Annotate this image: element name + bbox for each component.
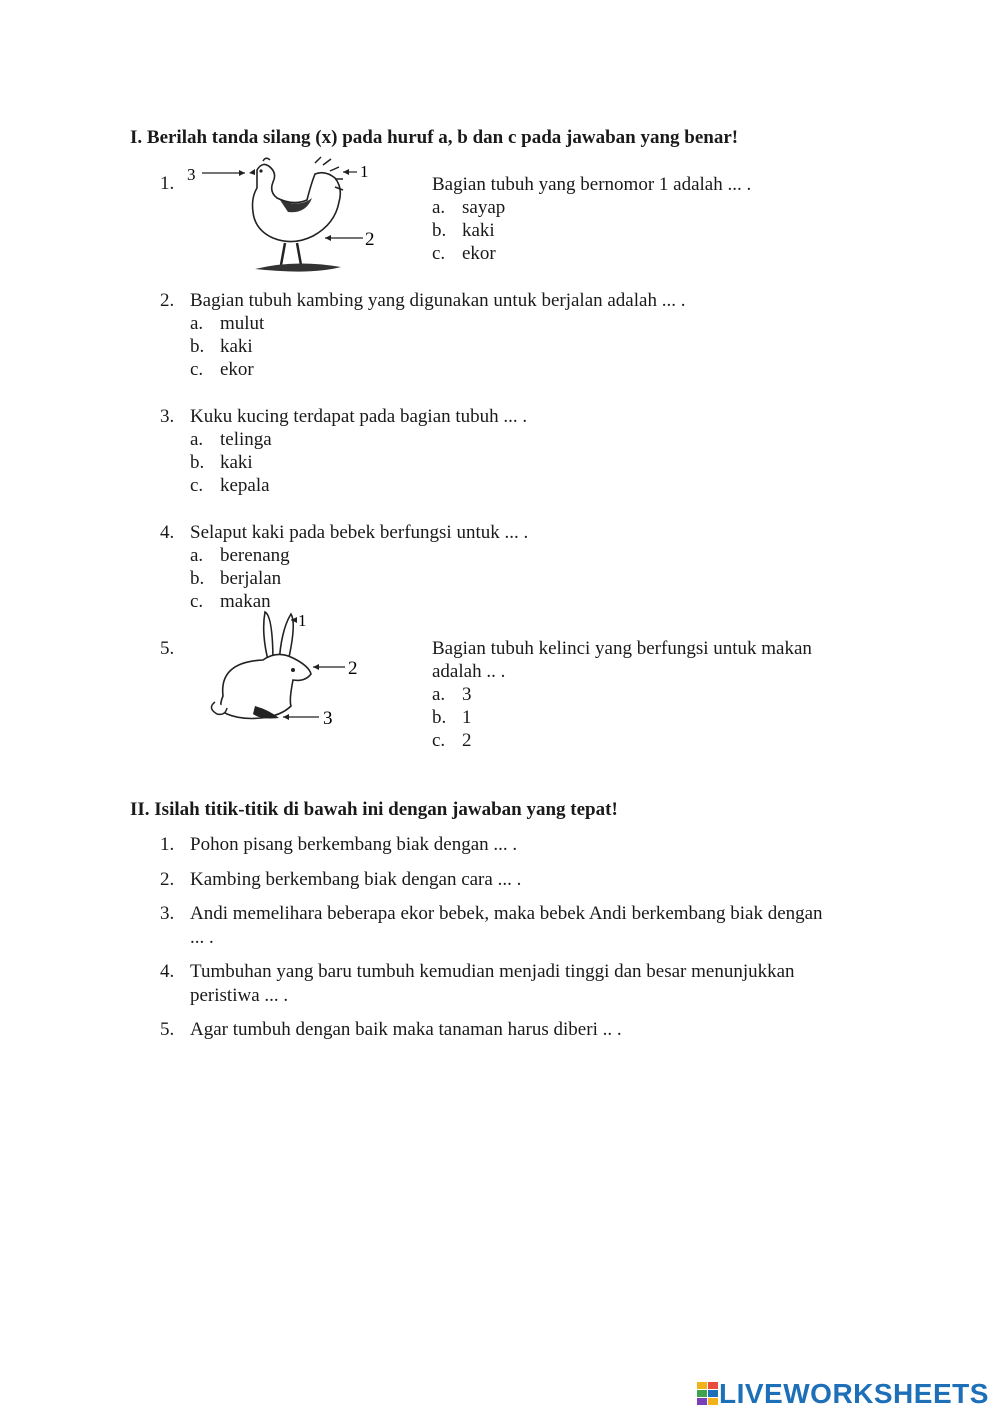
option-letter: a. (190, 429, 204, 450)
option-letter: c. (432, 730, 446, 751)
fill-item-3-text: Andi memelihara beberapa ekor bebek, maka bebek Andi berkembang biak dengan (190, 903, 823, 924)
option-letter: b. (190, 568, 205, 589)
q4-option-b[interactable] (190, 567, 281, 590)
option-letter: c. (190, 591, 204, 612)
q1-question: Bagian tubuh yang bernomor 1 adalah ... . (432, 174, 752, 195)
rabbit-illustration (195, 606, 375, 731)
option-text: makan (220, 591, 271, 612)
q1-label-2: 2 (365, 229, 375, 250)
option-text: mulut (220, 313, 265, 334)
logo-text: LIVEWORKSHEETS (719, 1378, 989, 1409)
option-letter: b. (432, 707, 447, 728)
fill-item-3-number: 3. (160, 903, 175, 924)
option-letter: c. (190, 475, 204, 496)
section-2-title: II. Isilah titik-titik di bawah ini dengan jawaban yang tepat! (130, 799, 618, 820)
option-letter: a. (190, 545, 204, 566)
q3-option-b[interactable] (190, 451, 253, 474)
fill-item-4-text-cont[interactable]: peristiwa ... . (190, 985, 289, 1006)
option-text: sayap (462, 197, 506, 218)
liveworksheets-logo (697, 1377, 989, 1411)
option-text: kaki (220, 452, 253, 473)
option-letter: a. (432, 197, 446, 218)
option-text: kaki (220, 336, 253, 357)
q1-option-b[interactable] (432, 219, 495, 242)
option-text: kepala (220, 475, 270, 496)
q4-option-a[interactable] (190, 544, 290, 567)
q4-question: Selaput kaki pada bebek berfungsi untuk ... . (190, 522, 529, 543)
fill-item-2-text[interactable]: Kambing berkembang biak dengan cara ... . (190, 869, 522, 890)
q5-option-a[interactable] (432, 683, 472, 706)
q3-option-c[interactable] (190, 474, 270, 497)
q2-option-b[interactable] (190, 335, 253, 358)
fill-item-5-number: 5. (160, 1019, 175, 1040)
option-text: ekor (462, 243, 496, 264)
option-letter: a. (190, 313, 204, 334)
fill-item-4-text: Tumbuhan yang baru tumbuh kemudian menjadi tinggi dan besar menunjukkan (190, 961, 795, 982)
q2-option-c[interactable] (190, 358, 254, 381)
fill-item-1-text[interactable]: Pohon pisang berkembang biak dengan ... . (190, 834, 518, 855)
q4-number: 4. (160, 522, 175, 543)
q2-question: Bagian tubuh kambing yang digunakan untuk berjalan adalah ... . (190, 290, 686, 311)
q1-label-3: 3 (187, 165, 196, 184)
option-letter: b. (190, 336, 205, 357)
q1-label-1: 1 (360, 162, 369, 181)
option-text: berjalan (220, 568, 282, 589)
q3-option-a[interactable] (190, 428, 272, 451)
option-text: berenang (220, 545, 290, 566)
fill-item-2-number: 2. (160, 869, 175, 890)
q3-number: 3. (160, 406, 175, 427)
q5-question-line2: adalah .. . (432, 661, 506, 682)
option-letter: c. (190, 359, 204, 380)
q1-option-c[interactable] (432, 242, 496, 265)
chicken-illustration (185, 155, 385, 280)
option-letter: c. (432, 243, 446, 264)
fill-item-5-text[interactable]: Agar tumbuh dengan baik maka tanaman harus diberi .. . (190, 1019, 622, 1040)
fill-item-3-text-cont[interactable]: ... . (190, 927, 214, 948)
q5-label-2: 2 (348, 658, 358, 679)
q2-number: 2. (160, 290, 175, 311)
fill-item-1-number: 1. (160, 834, 175, 855)
option-text: kaki (462, 220, 495, 241)
q5-number: 5. (160, 638, 175, 659)
q3-question: Kuku kucing terdapat pada bagian tubuh ... . (190, 406, 528, 427)
q5-option-c[interactable] (432, 729, 472, 752)
option-text: 2 (462, 730, 472, 751)
q5-label-1: 1 (298, 611, 307, 630)
option-text: ekor (220, 359, 254, 380)
option-text: 1 (462, 707, 472, 728)
q1-number: 1. (160, 173, 175, 194)
fill-item-4-number: 4. (160, 961, 175, 982)
option-text: telinga (220, 429, 272, 450)
q2-option-a[interactable] (190, 312, 264, 335)
section-1-title: I. Berilah tanda silang (x) pada huruf a, b dan c pada jawaban yang benar! (130, 127, 739, 148)
option-letter: b. (190, 452, 205, 473)
option-letter: b. (432, 220, 447, 241)
option-letter: a. (432, 684, 446, 705)
liveworksheets-logo-icon (697, 1380, 719, 1408)
q5-question-line1: Bagian tubuh kelinci yang berfungsi untuk makan (432, 638, 812, 659)
q5-option-b[interactable] (432, 706, 472, 729)
q1-option-a[interactable] (432, 196, 505, 219)
option-text: 3 (462, 684, 472, 705)
q5-label-3: 3 (323, 708, 333, 729)
